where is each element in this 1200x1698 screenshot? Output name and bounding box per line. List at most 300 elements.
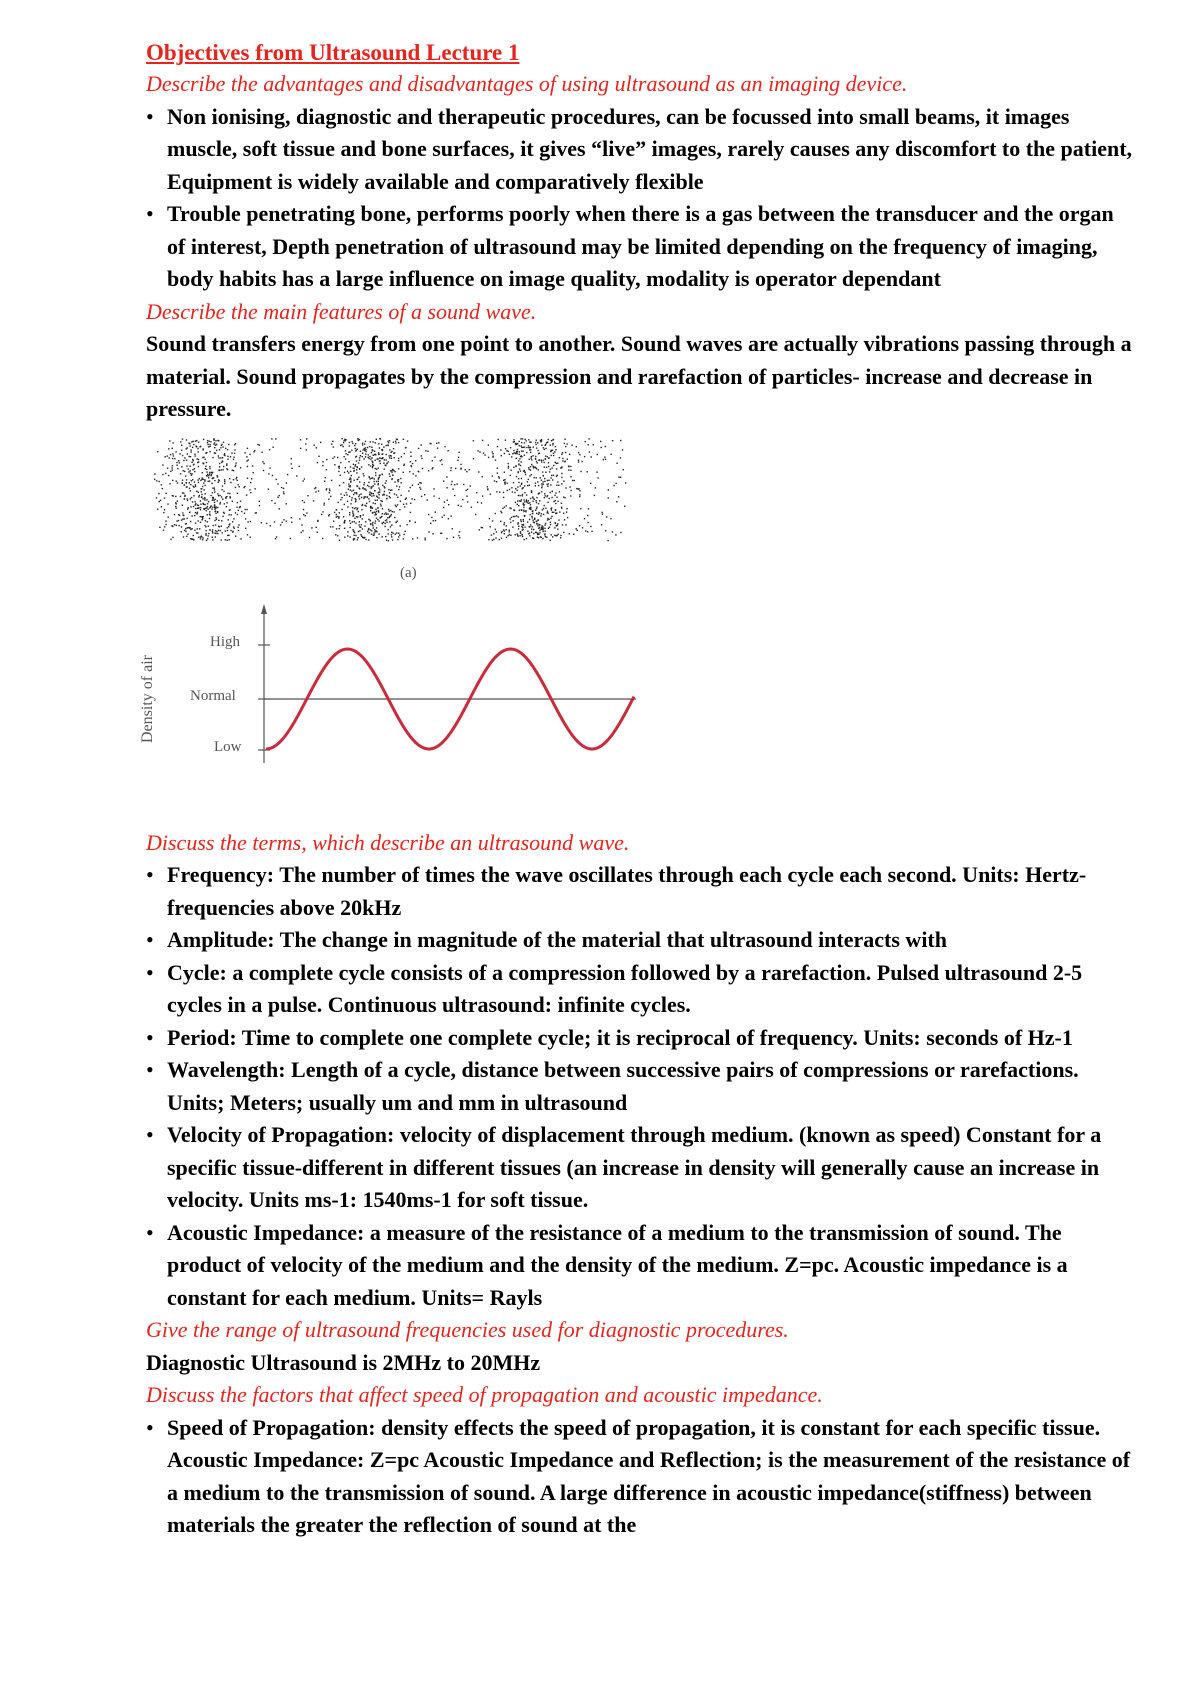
stipple-dot <box>345 450 346 451</box>
stipple-dot <box>492 451 493 452</box>
stipple-dot <box>556 475 557 476</box>
stipple-dot <box>561 472 562 473</box>
stipple-dot <box>569 533 570 534</box>
stipple-dot <box>380 438 381 439</box>
stipple-dot <box>391 457 392 458</box>
objective-advantages: Describe the advantages and disadvantages of using ultrasound as an imaging device. <box>146 71 908 96</box>
stipple-dot <box>344 494 345 495</box>
stipple-dot <box>362 455 363 456</box>
stipple-dot <box>607 539 608 540</box>
stipple-dot <box>443 480 444 481</box>
stipple-dot <box>568 465 569 466</box>
stipple-dot <box>398 457 399 458</box>
stipple-dot <box>371 492 372 493</box>
stipple-dot <box>512 526 513 527</box>
stipple-dot <box>196 490 197 491</box>
stipple-dot <box>359 457 360 458</box>
stipple-dot <box>524 454 525 455</box>
stipple-dot <box>205 467 206 468</box>
stipple-dot <box>174 457 175 458</box>
stipple-dot <box>204 503 205 504</box>
stipple-dot <box>504 533 505 534</box>
stipple-dot <box>492 453 493 454</box>
stipple-dot <box>347 470 348 471</box>
stipple-dot <box>301 524 302 525</box>
stipple-dot <box>529 484 530 485</box>
stipple-dot <box>222 485 223 486</box>
stipple-dot <box>517 533 518 534</box>
stipple-dot <box>382 513 383 514</box>
stipple-dot <box>188 468 189 469</box>
stipple-dot <box>552 442 553 443</box>
stipple-dot <box>561 483 562 484</box>
stipple-dot <box>221 444 222 445</box>
stipple-dot <box>458 456 459 457</box>
stipple-dot <box>421 455 422 456</box>
stipple-dot <box>226 463 227 464</box>
stipple-dot <box>560 537 561 538</box>
stipple-dot <box>305 443 306 444</box>
stipple-dot <box>507 489 508 490</box>
list-item-text: Amplitude: The change in magnitude of the material that ultrasound interacts with <box>167 927 947 952</box>
stipple-dot <box>337 515 338 516</box>
stipple-dot <box>454 494 455 495</box>
stipple-dot <box>380 500 381 501</box>
stipple-dot <box>496 491 497 492</box>
objective-sound-wave: Describe the main features of a sound wave. <box>146 298 537 324</box>
stipple-dot <box>535 482 536 483</box>
stipple-dot <box>488 539 489 540</box>
stipple-dot <box>524 538 525 539</box>
stipple-dot <box>383 446 384 447</box>
stipple-dot <box>398 479 399 480</box>
stipple-dot <box>500 449 501 450</box>
stipple-dot <box>190 465 191 466</box>
stipple-dot <box>515 534 516 535</box>
stipple-dot <box>171 525 172 526</box>
stipple-dot <box>372 450 373 451</box>
stipple-dot <box>362 442 363 443</box>
stipple-dot <box>367 484 368 485</box>
stipple-dot <box>383 521 384 522</box>
stipple-dot <box>538 511 539 512</box>
stipple-dot <box>407 523 408 524</box>
stipple-dot <box>370 510 371 511</box>
objective-frequency-range: Give the range of ultrasound frequencies used for diagnostic procedures. <box>146 1317 789 1342</box>
stipple-dot <box>521 483 522 484</box>
stipple-dot <box>229 496 230 497</box>
stipple-dot <box>233 458 234 459</box>
stipple-dot <box>224 453 225 454</box>
stipple-dot <box>547 485 548 486</box>
stipple-dot <box>172 442 173 443</box>
stipple-dot <box>576 487 577 488</box>
stipple-dot <box>466 495 467 496</box>
stipple-dot <box>198 507 199 508</box>
stipple-dot <box>353 513 354 514</box>
bullet-icon: • <box>146 1219 154 1245</box>
stipple-dot <box>551 534 552 535</box>
stipple-dot <box>374 511 375 512</box>
stipple-dot <box>224 503 225 504</box>
stipple-dot <box>371 533 372 534</box>
tick-label-normal: Normal <box>190 687 236 704</box>
stipple-dot <box>357 448 358 449</box>
stipple-dot <box>244 512 245 513</box>
stipple-dot <box>553 474 554 475</box>
stipple-dot <box>543 507 544 508</box>
stipple-dot <box>477 450 478 451</box>
stipple-dot <box>254 488 255 489</box>
stipple-dot <box>238 524 239 525</box>
stipple-dot <box>347 531 348 532</box>
stipple-dot <box>492 475 493 476</box>
stipple-dot <box>391 478 392 479</box>
stipple-dot <box>252 465 253 466</box>
stipple-dot <box>386 519 387 520</box>
stipple-dot <box>326 458 327 459</box>
stipple-dot <box>185 530 186 531</box>
stipple-dot <box>499 538 500 539</box>
stipple-dot <box>279 494 280 495</box>
stipple-dot <box>228 514 229 515</box>
stipple-dot <box>359 488 360 489</box>
stipple-dot <box>226 505 227 506</box>
stipple-dot <box>523 446 524 447</box>
stipple-dot <box>567 516 568 517</box>
stipple-dot <box>379 460 380 461</box>
stipple-dot <box>249 453 250 454</box>
stipple-dot <box>382 522 383 523</box>
stipple-dot <box>179 524 180 525</box>
stipple-dot <box>207 443 208 444</box>
stipple-dot <box>336 528 337 529</box>
stipple-dot <box>403 503 404 504</box>
stipple-dot <box>364 447 365 448</box>
stipple-dot <box>172 457 173 458</box>
stipple-dot <box>558 484 559 485</box>
stipple-dot <box>187 499 188 500</box>
panel-label: (a) <box>400 564 417 581</box>
stipple-dot <box>410 511 411 512</box>
stipple-dot <box>181 526 182 527</box>
stipple-dot <box>200 515 201 516</box>
stipple-dot <box>352 529 353 530</box>
stipple-dot <box>324 502 325 503</box>
stipple-dot <box>551 439 552 440</box>
stipple-dot <box>394 493 395 494</box>
stipple-dot <box>522 438 523 439</box>
stipple-dot <box>540 477 541 478</box>
stipple-dot <box>177 500 178 501</box>
stipple-dot <box>328 498 329 499</box>
stipple-dot <box>569 486 570 487</box>
stipple-dot <box>482 495 483 496</box>
stipple-dot <box>336 509 337 510</box>
stipple-dot <box>183 514 184 515</box>
stipple-dot <box>198 520 199 521</box>
stipple-dot <box>351 497 352 498</box>
stipple-dot <box>203 503 204 504</box>
stipple-dot <box>518 522 519 523</box>
stipple-dot <box>359 459 360 460</box>
stipple-dot <box>202 477 203 478</box>
stipple-dot <box>303 508 304 509</box>
stipple-dot <box>199 528 200 529</box>
stipple-dot <box>217 511 218 512</box>
stipple-dot <box>348 483 349 484</box>
stipple-dot <box>540 441 541 442</box>
stipple-dot <box>535 500 536 501</box>
stipple-dot <box>335 534 336 535</box>
stipple-dot <box>418 470 419 471</box>
stipple-dot <box>362 518 363 519</box>
stipple-dot <box>200 445 201 446</box>
stipple-dot <box>537 533 538 534</box>
stipple-dot <box>513 439 514 440</box>
stipple-dot <box>379 489 380 490</box>
stipple-dot <box>213 438 214 439</box>
stipple-dot <box>536 506 537 507</box>
stipple-dot <box>360 534 361 535</box>
stipple-dot <box>154 473 155 474</box>
stipple-dot <box>388 529 389 530</box>
stipple-dot <box>189 511 190 512</box>
stipple-dot <box>552 536 553 537</box>
stipple-dot <box>385 482 386 483</box>
stipple-dot <box>524 446 525 447</box>
stipple-dot <box>194 481 195 482</box>
stipple-dot <box>162 464 163 465</box>
stipple-dot <box>235 535 236 536</box>
stipple-dot <box>355 443 356 444</box>
stipple-dot <box>180 441 181 442</box>
stipple-dot <box>550 484 551 485</box>
stipple-dot <box>587 514 588 515</box>
stipple-dot <box>364 504 365 505</box>
stipple-dot <box>348 461 349 462</box>
stipple-dot <box>197 461 198 462</box>
stipple-dot <box>386 444 387 445</box>
stipple-dot <box>532 497 533 498</box>
stipple-dot <box>397 496 398 497</box>
stipple-dot <box>201 536 202 537</box>
stipple-dot <box>206 475 207 476</box>
stipple-dot <box>521 446 522 447</box>
stipple-dot <box>515 501 516 502</box>
stipple-dot <box>407 440 408 441</box>
stipple-dot <box>587 471 588 472</box>
stipple-dot <box>403 533 404 534</box>
stipple-dot <box>545 443 546 444</box>
stipple-dot <box>528 533 529 534</box>
stipple-dot <box>390 526 391 527</box>
stipple-dot <box>508 467 509 468</box>
stipple-dot <box>451 467 452 468</box>
stipple-dot <box>215 506 216 507</box>
stipple-dot <box>359 494 360 495</box>
stipple-dot <box>517 523 518 524</box>
stipple-dot <box>351 440 352 441</box>
stipple-dot <box>601 511 602 512</box>
stipple-dot <box>381 453 382 454</box>
stipple-dot <box>548 483 549 484</box>
stipple-dot <box>340 461 341 462</box>
stipple-dot <box>232 500 233 501</box>
stipple-dot <box>169 483 170 484</box>
stipple-dot <box>610 517 611 518</box>
stipple-dot <box>186 439 187 440</box>
stipple-dot <box>555 535 556 536</box>
stipple-dot <box>451 483 452 484</box>
stipple-dot <box>347 506 348 507</box>
stipple-dot <box>372 463 373 464</box>
stipple-dot <box>562 460 563 461</box>
stipple-dot <box>190 527 191 528</box>
stipple-dot <box>432 467 433 468</box>
stipple-dot <box>378 511 379 512</box>
stipple-dot <box>438 442 439 443</box>
stipple-dot <box>552 449 553 450</box>
stipple-dot <box>545 522 546 523</box>
stipple-dot <box>168 448 169 449</box>
stipple-dot <box>557 528 558 529</box>
stipple-dot <box>192 446 193 447</box>
stipple-dot <box>492 520 493 521</box>
stipple-dot <box>246 460 247 461</box>
stipple-dot <box>231 452 232 453</box>
stipple-dot <box>524 471 525 472</box>
stipple-dot <box>432 533 433 534</box>
stipple-dot <box>355 450 356 451</box>
stipple-dot <box>336 516 337 517</box>
list-item <box>146 1119 1136 1217</box>
stipple-dot <box>560 534 561 535</box>
stipple-dot <box>529 502 530 503</box>
stipple-dot <box>357 478 358 479</box>
stipple-dot <box>390 455 391 456</box>
stipple-dot <box>446 537 447 538</box>
stipple-dot <box>333 446 334 447</box>
stipple-dot <box>605 530 606 531</box>
stipple-dot <box>191 449 192 450</box>
stipple-dot <box>202 537 203 538</box>
stipple-dot <box>379 517 380 518</box>
stipple-dot <box>350 478 351 479</box>
bullet-icon: • <box>146 1414 154 1440</box>
stipple-dot <box>595 487 596 488</box>
list-item <box>146 101 1136 199</box>
stipple-dot <box>487 488 488 489</box>
bullet-icon: • <box>146 862 154 887</box>
stipple-dot <box>364 443 365 444</box>
stipple-dot <box>256 512 257 513</box>
stipple-dot <box>529 475 530 476</box>
stipple-dot <box>222 469 223 470</box>
stipple-dot <box>332 526 333 527</box>
stipple-dot <box>214 505 215 506</box>
stipple-dot <box>212 471 213 472</box>
stipple-dot <box>453 536 454 537</box>
stipple-dot <box>384 459 385 460</box>
stipple-dot <box>558 519 559 520</box>
stipple-dot <box>245 518 246 519</box>
stipple-dot <box>302 530 303 531</box>
stipple-dot <box>177 467 178 468</box>
stipple-dot <box>495 459 496 460</box>
stipple-dot <box>234 452 235 453</box>
stipple-dot <box>211 482 212 483</box>
stipple-dot <box>539 492 540 493</box>
stipple-dot <box>563 480 564 481</box>
stipple-dot <box>408 490 409 491</box>
stipple-dot <box>370 523 371 524</box>
stipple-dot <box>524 501 525 502</box>
stipple-dot <box>184 457 185 458</box>
stipple-dot <box>477 501 478 502</box>
stipple-dot <box>251 478 252 479</box>
stipple-dot <box>349 445 350 446</box>
stipple-dot <box>507 535 508 536</box>
stipple-dot <box>582 460 583 461</box>
stipple-dot <box>398 536 399 537</box>
stipple-dot <box>357 538 358 539</box>
stipple-dot <box>355 456 356 457</box>
stipple-dot <box>539 529 540 530</box>
stipple-dot <box>501 512 502 513</box>
stipple-dot <box>186 465 187 466</box>
stipple-dot <box>215 444 216 445</box>
stipple-dot <box>233 456 234 457</box>
stipple-dot <box>510 447 511 448</box>
stipple-dot <box>373 532 374 533</box>
stipple-dot <box>332 440 333 441</box>
stipple-dot <box>195 445 196 446</box>
stipple-dot <box>511 516 512 517</box>
stipple-dot <box>531 528 532 529</box>
stipple-dot <box>444 445 445 446</box>
stipple-dot <box>399 509 400 510</box>
stipple-dot <box>406 497 407 498</box>
stipple-dot <box>493 533 494 534</box>
stipple-dot <box>544 497 545 498</box>
stipple-dot <box>375 474 376 475</box>
advantages-list <box>146 101 1136 296</box>
stipple-dot <box>203 482 204 483</box>
stipple-dot <box>373 534 374 535</box>
stipple-dot <box>203 438 204 439</box>
stipple-dot <box>180 495 181 496</box>
stipple-dot <box>212 487 213 488</box>
stipple-dot <box>212 492 213 493</box>
stipple-dot <box>541 479 542 480</box>
stipple-dot <box>373 495 374 496</box>
stipple-dot <box>351 474 352 475</box>
stipple-dot <box>170 453 171 454</box>
stipple-dot <box>603 458 604 459</box>
objective-factors: Discuss the factors that affect speed of propagation and acoustic impedance. <box>146 1382 823 1407</box>
stipple-dot <box>584 455 585 456</box>
stipple-dot <box>509 507 510 508</box>
stipple-dot <box>304 501 305 502</box>
stipple-dot <box>387 444 388 445</box>
stipple-dot <box>259 444 260 445</box>
stipple-dot <box>348 488 349 489</box>
stipple-dot <box>531 491 532 492</box>
stipple-dot <box>570 469 571 470</box>
stipple-dot <box>218 519 219 520</box>
stipple-dot <box>219 462 220 463</box>
